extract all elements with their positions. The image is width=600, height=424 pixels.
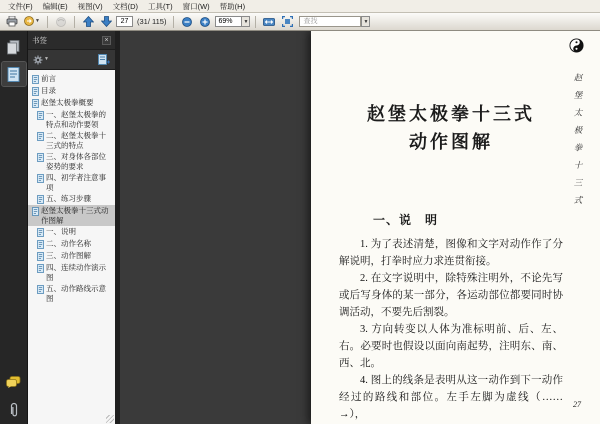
fit-page-button[interactable] <box>279 14 295 29</box>
zoom-in-button[interactable] <box>197 14 213 29</box>
fit-width-icon <box>263 17 275 27</box>
bookmarks-tree <box>28 70 115 424</box>
attachments-panel-button[interactable] <box>2 397 26 421</box>
next-page-button[interactable] <box>98 14 114 29</box>
save-icon <box>24 16 35 27</box>
bookmark-page-icon <box>37 264 44 273</box>
bookmark-item[interactable] <box>28 172 115 193</box>
menu-item[interactable]: 视图(V) <box>77 1 103 11</box>
fit-page-icon <box>282 16 293 27</box>
email-icon <box>55 17 67 27</box>
bookmark-page-icon <box>37 111 44 120</box>
zoom-out-button[interactable] <box>179 14 195 29</box>
navigation-rail <box>0 31 28 424</box>
bookmark-label: 目录 <box>41 86 56 95</box>
comments-panel-button[interactable] <box>2 370 26 394</box>
print-button[interactable] <box>4 14 20 29</box>
page-up-icon <box>83 16 94 27</box>
bookmark-item[interactable] <box>28 73 115 85</box>
toolbar-separator <box>74 16 75 28</box>
panel-title: 书签 <box>32 35 47 45</box>
bookmark-page-icon <box>32 99 39 108</box>
bookmarks-panel <box>28 31 115 424</box>
pages-icon <box>7 40 20 55</box>
expand-bookmark-button[interactable] <box>98 54 110 66</box>
bookmark-item[interactable] <box>28 151 115 172</box>
save-button[interactable] <box>22 14 42 29</box>
bookmark-label: 一、赵堡太极拳的特点和动作要领 <box>46 110 106 129</box>
panel-header <box>28 31 115 50</box>
search-input[interactable] <box>299 16 361 27</box>
menu-item[interactable]: 文件(F) <box>8 1 33 11</box>
document-title-line2: 动作图解 <box>409 132 493 152</box>
expand-bookmark-icon <box>98 54 110 66</box>
main-area <box>0 31 600 424</box>
menu-item[interactable]: 工具(T) <box>148 1 173 11</box>
options-dropdown-caret: ▼ <box>44 56 49 62</box>
bookmark-label: 赵堡太极拳概要 <box>41 98 94 107</box>
paragraph: 3. 方向转变以人体为准标明前、后、左、右。必要时也假设以面向南起势，注明东、南、西、北。 <box>339 324 563 369</box>
bookmark-label: 五、动作路线示意图 <box>46 284 106 303</box>
bookmark-page-icon <box>37 132 44 141</box>
print-icon <box>6 16 18 27</box>
email-button[interactable] <box>53 14 69 29</box>
bookmark-page-icon <box>37 228 44 237</box>
bookmark-label: 三、对身体各部位姿势的要求 <box>46 152 106 171</box>
bookmark-item[interactable] <box>28 238 115 250</box>
panel-toolbar <box>28 50 115 70</box>
bookmark-page-icon <box>32 87 39 96</box>
document-title <box>335 100 567 156</box>
previous-page-button[interactable] <box>80 14 96 29</box>
close-icon[interactable]: × <box>102 36 111 45</box>
bookmarks-icon <box>7 67 20 82</box>
toolbar-separator <box>255 16 256 28</box>
zoom-level-input[interactable] <box>215 16 241 27</box>
bookmark-item[interactable] <box>28 262 115 283</box>
page-count-label: (31/ 115) <box>137 17 167 26</box>
bookmark-label: 二、赵堡太极拳十三式的特点 <box>46 131 106 150</box>
bookmark-page-icon <box>32 75 39 84</box>
paperclip-icon <box>8 402 20 417</box>
zoom-out-icon <box>182 17 192 27</box>
bookmark-label: 一、说明 <box>46 227 76 236</box>
page-margin-title: 赵堡太极拳十三式 <box>573 73 583 213</box>
bookmark-page-icon <box>37 285 44 294</box>
bookmark-label: 三、动作图解 <box>46 251 91 260</box>
page-down-icon <box>101 16 112 27</box>
bookmark-item[interactable] <box>28 250 115 262</box>
bookmark-label: 赵堡太极拳十三式动作图解 <box>41 206 109 225</box>
zoom-in-icon <box>200 17 210 27</box>
document-body <box>339 236 563 423</box>
bookmark-item[interactable] <box>28 193 115 205</box>
bookmark-page-icon <box>37 174 44 183</box>
zoom-dropdown-arrow[interactable]: ▼ <box>241 16 250 27</box>
bookmark-item[interactable] <box>28 226 115 238</box>
search-dropdown-arrow[interactable]: ▼ <box>361 16 370 27</box>
bookmark-page-icon <box>37 153 44 162</box>
zoom-level-combo <box>215 16 250 27</box>
menu-item[interactable]: 编辑(E) <box>42 1 68 11</box>
bookmark-label: 四、连续动作演示图 <box>46 263 106 282</box>
toolbar-separator <box>47 16 48 28</box>
gear-icon <box>33 55 43 65</box>
document-canvas[interactable] <box>120 31 600 424</box>
panel-resize-grip[interactable] <box>106 415 114 423</box>
bookmark-item[interactable] <box>28 85 115 97</box>
save-dropdown-caret: ▼ <box>35 18 40 24</box>
bookmark-options-button[interactable] <box>33 55 49 65</box>
bookmark-item[interactable] <box>28 130 115 151</box>
menu-item[interactable]: 帮助(H) <box>219 1 246 11</box>
bookmark-page-icon <box>37 252 44 261</box>
page-number: 27 <box>573 400 581 409</box>
yinyang-icon <box>569 38 584 53</box>
paragraph: 2. 在文字说明中，除特殊注明外，不论先写或后写身体的某一部分，各运动部位都要同时协调活动，不要先后割裂。 <box>339 273 563 318</box>
bookmark-item[interactable] <box>28 283 115 304</box>
pages-panel-button[interactable] <box>2 35 26 59</box>
search-box <box>299 16 370 27</box>
menu-item[interactable]: 窗口(W) <box>182 1 210 11</box>
bookmark-item[interactable] <box>28 97 115 109</box>
bookmark-label: 四、初学者注意事项 <box>46 173 106 192</box>
bookmarks-panel-button[interactable] <box>2 62 26 86</box>
toolbar <box>0 13 600 31</box>
bookmark-page-icon <box>32 207 39 216</box>
paragraph: 1. 为了表述清楚，图像和文字对动作作了分解说明，打拳时应力求连贯衔接。 <box>339 239 563 267</box>
section-heading: 一、说 明 <box>373 213 439 227</box>
bookmark-item[interactable] <box>28 109 115 130</box>
menu-item[interactable]: 文档(D) <box>112 1 138 11</box>
document-page <box>311 31 600 424</box>
toolbar-separator <box>173 16 174 28</box>
paragraph: 4. 图上的线条是表明从这一动作到下一动作经过的路线和部位。左手左脚为虚线（……→）， <box>339 375 563 420</box>
document-title-line1: 赵堡太极拳十三式 <box>367 104 535 124</box>
page-number-input[interactable] <box>116 16 133 27</box>
bookmark-page-icon <box>37 240 44 249</box>
bookmark-page-icon <box>37 195 44 204</box>
bookmark-item[interactable] <box>28 205 115 226</box>
comments-icon <box>6 376 21 388</box>
fit-width-button[interactable] <box>261 14 277 29</box>
bookmark-label: 二、动作名称 <box>46 239 91 248</box>
menu-bar <box>0 0 600 13</box>
bookmark-label: 前言 <box>41 74 56 83</box>
bookmark-label: 五、练习步骤 <box>46 194 91 203</box>
